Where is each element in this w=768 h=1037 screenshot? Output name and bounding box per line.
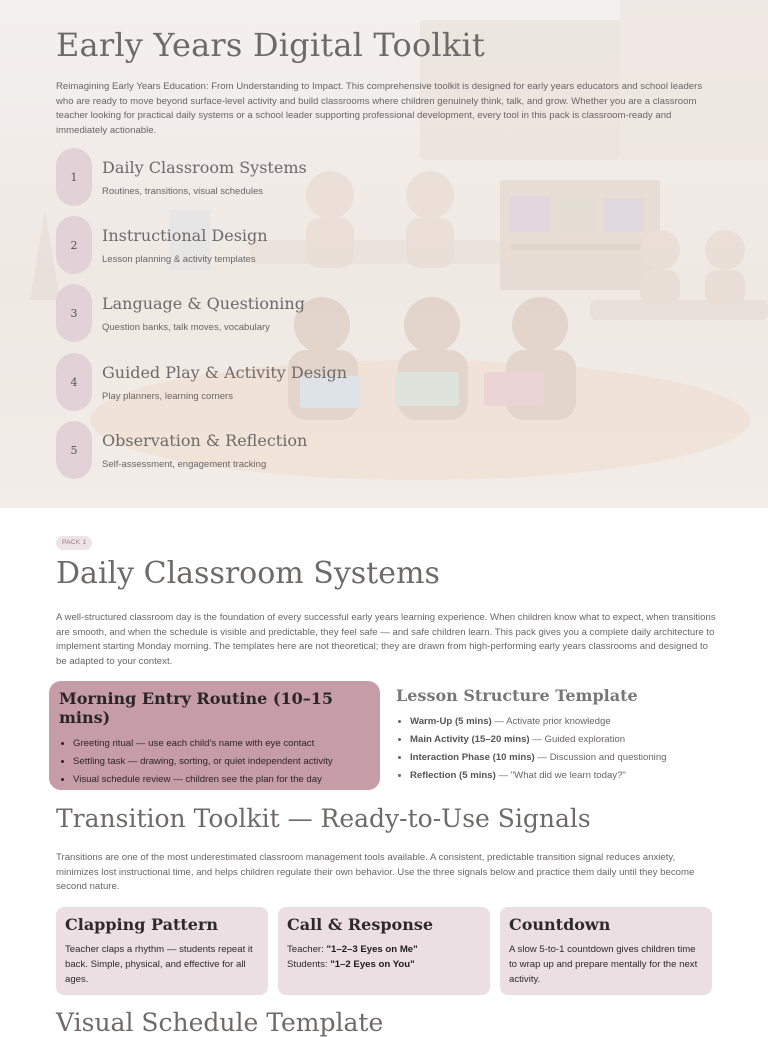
countdown-card (500, 907, 712, 995)
toc-item-subtitle: Lesson planning & activity templates (102, 254, 256, 265)
toc-number-badge: 5 (56, 421, 92, 479)
toc-item-observation-reflection[interactable] (56, 421, 476, 483)
students-call: "1–2 Eyes on You" (330, 959, 415, 970)
card-body: Teacher claps a rhythm — students repeat it back. Simple, physical, and effective for all ages. (65, 944, 253, 985)
list-item (410, 713, 716, 731)
phase-description: — "What did we learn today?" (495, 770, 626, 781)
call-and-response-card (278, 907, 490, 995)
list-item: • Visual schedule review — children see the plan for the day (73, 771, 370, 789)
toc-item-subtitle: Question banks, talk moves, vocabulary (102, 322, 270, 333)
list-item (410, 767, 716, 785)
lesson-structure-template (396, 686, 716, 785)
toc-number-badge: 1 (56, 148, 92, 206)
toc-item-subtitle: Play planners, learning corners (102, 391, 233, 402)
card-body (287, 942, 481, 972)
toc-number-badge: 3 (56, 284, 92, 342)
page-title: Early Years Digital Toolkit (56, 26, 485, 64)
list-item: • Greeting ritual — use each child's name with eye contact (73, 735, 370, 753)
card-title: Lesson Structure Template (396, 686, 638, 705)
section-title: Daily Classroom Systems (56, 556, 440, 591)
toc-item-language-questioning[interactable] (56, 284, 476, 346)
hero-intro: Reimagining Early Years Education: From Understanding to Impact. This comprehensive toolkit is designed for early years educators and school leaders who are ready to move beyond surface-level activity and build classrooms where children genuinely think, talk, and grow. Whether you are a classroom teacher looking for practical daily systems or a school leader supporting professional development, every tool in this pack is classroom-ready and immediately actionable. (56, 81, 703, 136)
card-title: Countdown (509, 915, 611, 934)
toc-item-subtitle: Routines, transitions, visual schedules (102, 186, 264, 197)
visual-schedule-title: Visual Schedule Template (56, 1008, 384, 1037)
list-item (410, 731, 716, 749)
phase-label: Interaction Phase (10 mins) (410, 752, 535, 763)
toc-item-title: Observation & Reflection (102, 431, 308, 450)
teacher-call: "1–2–3 Eyes on Me" (326, 944, 418, 955)
toc-item-guided-play[interactable] (56, 353, 476, 415)
toc-item-title: Instructional Design (102, 226, 268, 245)
teacher-line (287, 942, 481, 957)
card-title: Clapping Pattern (65, 915, 219, 934)
clapping-pattern-card (56, 907, 268, 995)
card-title: Call & Response (287, 915, 434, 934)
transition-toolkit-title: Transition Toolkit — Ready-to-Use Signals (56, 804, 591, 833)
phase-label: Reflection (5 mins) (410, 770, 496, 781)
card-body: A slow 5-to-1 countdown gives children time to wrap up and prepare mentally for the next activity. (509, 944, 698, 985)
students-label: Students: (287, 959, 331, 970)
toc-number-badge: 2 (56, 216, 92, 274)
phase-label: Main Activity (15–20 mins) (410, 734, 530, 745)
section-intro: A well-structured classroom day is the foundation of every successful early years learning experience. When children know what to expect, when transitions are smooth, and when the schedule is visible and predictable, they feel safe — and safe children learn. This pack gives you a complete daily architecture to implement starting Monday morning. The templates here are not theoretical; they are drawn from high-performing early years classrooms and designed to be adapted to your context. (56, 612, 716, 667)
students-line (287, 957, 481, 972)
toc-item-title: Language & Questioning (102, 294, 305, 313)
phase-description: — Activate prior knowledge (491, 716, 611, 727)
list-item: • Settling task — drawing, sorting, or quiet independent activity (73, 753, 370, 771)
toc-item-title: Guided Play & Activity Design (102, 363, 348, 382)
phase-label: Warm-Up (5 mins) (410, 716, 492, 727)
hero-section (0, 0, 768, 508)
toc-item-daily-classroom-systems[interactable] (56, 148, 476, 210)
toc-number-badge: 4 (56, 353, 92, 411)
toc-item-subtitle: Self-assessment, engagement tracking (102, 459, 267, 470)
toc-item-instructional-design[interactable] (56, 216, 476, 278)
list-item (410, 749, 716, 767)
toc-item-title: Daily Classroom Systems (102, 158, 307, 177)
transition-intro: Transitions are one of the most underestimated classroom management tools available. A consistent, predictable transition signal reduces anxiety, minimizes lost instructional time, and helps children regulate their own behavior. Use the three signals below and practice them daily until they become second nature. (56, 852, 695, 893)
bullet-list (59, 735, 370, 789)
phase-description: — Guided exploration (529, 734, 626, 745)
pack-badge: PACK 1 (56, 536, 92, 550)
morning-entry-routine-card (49, 681, 380, 790)
bullet-list (396, 713, 716, 785)
phase-description: — Discussion and questioning (534, 752, 667, 763)
teacher-label: Teacher: (287, 944, 327, 955)
card-title: Morning Entry Routine (10–15 mins) (59, 689, 333, 727)
